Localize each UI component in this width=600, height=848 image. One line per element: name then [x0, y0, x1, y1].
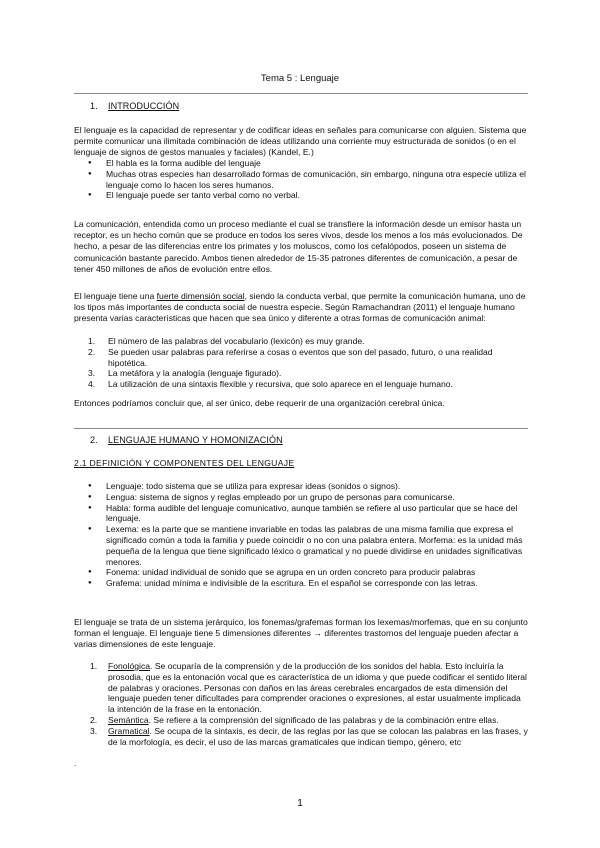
intro-paragraph: El lenguaje es la capacidad de representar y de codificar ideas en señales para comunicarse con alguien. Sistema que permite comunicar una ilimitada combinación de ideas utilizando una corriente muy estructurada de sonidos (o en el lenguaje de signos de gestos manuales y faciales) (Kandel, E.) — [74, 125, 527, 158]
list-number: 2. — [90, 714, 98, 725]
intro-bullets — [74, 158, 528, 201]
divider — [74, 428, 528, 429]
section-2-title: LENGUAJE HUMANO Y HOMONIZACIÓN — [108, 435, 283, 445]
page-number: 1 — [297, 797, 303, 809]
list-item: ● Fonema: unidad individual de sonido que se agrupa en un orden concreto para producir palabras — [74, 567, 528, 578]
trailing-mark: . — [74, 758, 77, 768]
dimension-term: Semántica — [108, 714, 149, 725]
section-1-title: INTRODUCCIÓN — [108, 101, 180, 111]
list-item: ● Lenguaje: todo sistema que se utiliza para expresar ideas (sonidos o signos). — [74, 481, 528, 492]
list-number: 4. — [88, 379, 96, 390]
list-text: El número de las palabras del vocabulario (lexicón) es muy grande. — [108, 336, 365, 346]
underlined-term: fuerte dimensión social — [156, 291, 245, 301]
list-text: . Se ocupa de la sintaxis, es decir, de las reglas por las que se colocan las palabras en las frases, y de la morfología, es decir, el uso de las marcas gramaticales que indican tiempo, género, etc — [108, 725, 528, 747]
list-number: 1. — [90, 661, 98, 671]
list-item: ● El habla es la forma audible del lenguaje — [74, 158, 528, 169]
communication-paragraph: La comunicación, entendida como un proceso mediante el cual se transfiere la información desde un emisor hasta un receptor, es un hecho común que se produce en todos los seres vivos, desde los menos a los más evolucionados. De hecho, a pesar de las diferencias entre los primates y los moluscos, como los cefalópodos, poseen un sistema de comunicación bastante parecido. Ambos tienen alrededor de 15-35 patrones diferentes de comunicación, a pesar de tener 450 millones de años de evolución entre ellos. — [74, 219, 523, 274]
section-2-number: 2. — [90, 435, 98, 445]
section-1-heading — [90, 101, 179, 111]
list-text: . Se refiere a la comprensión del significado de las palabras y de la combinación entre ellas. — [148, 714, 499, 725]
list-item — [74, 368, 528, 379]
list-text: La metáfora y la analogía (lenguaje figurado). — [108, 368, 282, 379]
list-item — [74, 715, 528, 726]
list-item — [74, 726, 528, 748]
section-1-number: 1. — [90, 101, 98, 111]
dimension-term: Fonológica — [108, 661, 151, 671]
social-dimension-paragraph — [74, 291, 528, 325]
list-item: ● Muchas otras especies han desarrollado formas de comunicación, sin embargo, ninguna otra especie utiliza el lenguaje como lo hacen los seres humanos. — [74, 169, 528, 191]
list-item — [74, 661, 528, 715]
paragraph-text: , siendo la conducta verbal, que permite la comunicación humana, uno de los tipos más importantes de conducta social de nuestra especie. Según Ramachandran (2011) el lenguaje humano presenta varias características que hacen que sea único y diferente a otras formas de comunicación animal: — [74, 291, 526, 324]
hierarchy-paragraph: El lenguaje se trata de un sistema jerárquico, los fonemas/grafemas forman los lexemas/morfemas, que en su conjunto forman el lenguaje. El lenguaje tiene 5 dimensiones diferentes → diferentes trastornos del lenguaje pueden afectar a varias dimensiones de este lenguaje. — [74, 617, 528, 650]
list-number: 3. — [88, 368, 96, 379]
section-2-heading — [90, 435, 283, 445]
conclusion-paragraph: Entonces podríamos concluir que, al ser único, debe requerir de una organización cerebral única. — [74, 398, 445, 408]
list-item: ● Lexema: es la parte que se mantiene invariable en todas las palabras de una misma familia que expresa el significado común a toda la familia y puede coincidir o no con una palabra entera. Morfema: es la unidad más pequeña de la lengua que tiene significado léxico o gramatical y no puede dividirse en unidades significativas menores. — [74, 524, 528, 567]
list-item: ● Grafema: unidad mínima e indivisible de la escritura. En el español se corresponde con las letras. — [74, 578, 528, 589]
list-item: ● El lenguaje puede ser tanto verbal como no verbal. — [74, 190, 528, 201]
list-text: Se pueden usar palabras para referirse a cosas o eventos que son del pasado, futuro, o una realidad hipotética. — [108, 346, 493, 368]
definitions-list — [74, 481, 528, 589]
list-number: 2. — [88, 346, 96, 357]
list-text: La utilización de una sintaxis flexible y recursiva, que solo aparece en el lenguaje humano. — [108, 379, 453, 390]
list-item — [74, 347, 528, 369]
subsection-2-1-heading: 2.1 DEFINICIÓN Y COMPONENTES DEL LENGUAJE — [74, 458, 295, 468]
dimension-term: Gramatical — [108, 725, 150, 736]
list-number: 3. — [90, 725, 98, 736]
list-item: ● Lengua: sistema de signos y reglas empleado por un grupo de personas para comunicarse. — [74, 492, 528, 503]
document-title: Tema 5 : Lenguaje — [260, 73, 340, 84]
list-item: ● Habla: forma audible del lenguaje comunicativo, aunque también se refiere al uso particular que se hace del lenguaje. — [74, 503, 528, 525]
divider — [74, 93, 528, 94]
list-text: . Se ocuparía de la comprensión y de la producción de los sonidos del habla. Esto incluiría la prosodia, que es la entonación vocal que es característica de un idioma y que puede codificar el sentido literal de palabras y oraciones. Personas con daños en las áreas cerebrales encargados de esta dimensión del lenguaje pueden tener dificultades para comprender oraciones o expresiones, al estar usualmente implicada la intención de la frase en la entonación. — [108, 661, 527, 715]
list-item — [74, 379, 528, 390]
list-item — [74, 336, 528, 347]
characteristics-list — [74, 336, 528, 390]
list-number: 1. — [88, 336, 96, 346]
dimensions-list — [74, 661, 528, 747]
paragraph-text: El lenguaje tiene una — [74, 291, 157, 301]
